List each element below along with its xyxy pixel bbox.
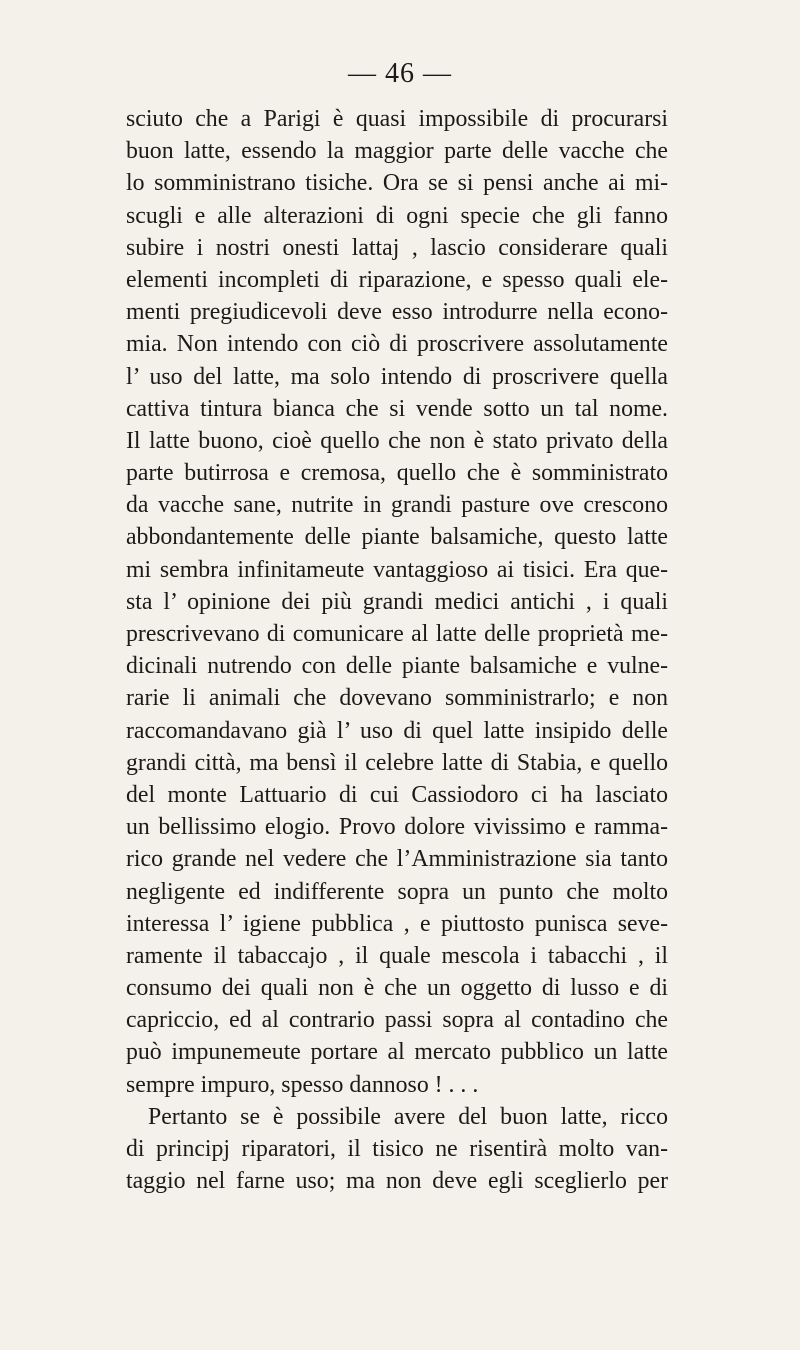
text-line: di principj riparatori, il tisico ne risentirà molto van- bbox=[126, 1136, 668, 1162]
text-line: un bellissimo elogio. Provo dolore vivissimo e ramma- bbox=[126, 814, 668, 841]
text-line: ramente il tabaccajo , il quale mescola i tabacchi , il bbox=[126, 942, 668, 969]
text-line: grandi città, ma bensì il celebre latte di Stabia, e quello bbox=[126, 749, 668, 776]
text-line: cattiva tintura bianca che si vende sotto un tal nome. bbox=[126, 395, 668, 422]
text-line: rarie li animali che dovevano somministrarlo; e non bbox=[126, 685, 668, 712]
text-line: del monte Lattuario di cui Cassiodoro ci ha lasciato bbox=[126, 781, 668, 808]
text-line: Il latte buono, cioè quello che non è stato privato della bbox=[126, 427, 668, 454]
page-number: — 46 — bbox=[348, 58, 452, 89]
text-line: parte butirrosa e cremosa, quello che è somministrato bbox=[126, 460, 668, 487]
text-line: elementi incompleti di riparazione, e spesso quali ele- bbox=[126, 266, 668, 293]
body-text bbox=[126, 103, 668, 1197]
text-line: taggio nel farne uso; ma non deve egli sceglierlo per bbox=[126, 1168, 668, 1195]
text-line: scugli e alle alterazioni di ogni specie che gli fanno bbox=[126, 202, 668, 229]
text-line: sta l’ opinione dei più grandi medici antichi , i quali bbox=[126, 588, 668, 615]
text-line: buon latte, essendo la maggior parte delle vacche che bbox=[126, 138, 668, 165]
text-line: lo somministrano tisiche. Ora se si pensi anche ai mi- bbox=[126, 170, 668, 197]
text-line: sempre impuro, spesso dannoso ! . . . bbox=[126, 1071, 479, 1098]
text-line: menti pregiudicevoli deve esso introdurre nella econo- bbox=[126, 299, 668, 326]
text-line: subire i nostri onesti lattaj , lascio considerare quali bbox=[126, 234, 668, 261]
text-line: mi sembra infinitameute vantaggioso ai tisici. Era que- bbox=[126, 556, 668, 583]
text-line: raccomandavano già l’ uso di quel latte insipido delle bbox=[126, 717, 668, 744]
text-line: consumo dei quali non è che un oggetto di lusso e di bbox=[126, 975, 668, 1002]
text-line: sciuto che a Parigi è quasi impossibile di procurarsi bbox=[126, 106, 668, 132]
text-line: mia. Non intendo con ciò di proscrivere assolutamente bbox=[126, 331, 668, 358]
text-line: l’ uso del latte, ma solo intendo di proscrivere quella bbox=[126, 363, 668, 390]
text-line: abbondantemente delle piante balsamiche, questo latte bbox=[126, 524, 668, 551]
text-line: interessa l’ igiene pubblica , e piuttosto punisca seve- bbox=[126, 910, 668, 937]
text-line: prescrivevano di comunicare al latte delle proprietà me- bbox=[126, 621, 668, 647]
text-line: da vacche sane, nutrite in grandi pasture ove crescono bbox=[126, 492, 668, 519]
text-line: può impunemeute portare al mercato pubblico un latte bbox=[126, 1039, 668, 1066]
text-line: Pertanto se è possibile avere del buon latte, ricco bbox=[148, 1103, 668, 1130]
text-line: capriccio, ed al contrario passi sopra al contadino che bbox=[126, 1007, 668, 1034]
text-line: rico grande nel vedere che l’Amministrazione sia tanto bbox=[126, 846, 668, 873]
text-line: negligente ed indifferente sopra un punto che molto bbox=[126, 878, 668, 905]
text-line: dicinali nutrendo con delle piante balsamiche e vulne- bbox=[126, 653, 668, 680]
